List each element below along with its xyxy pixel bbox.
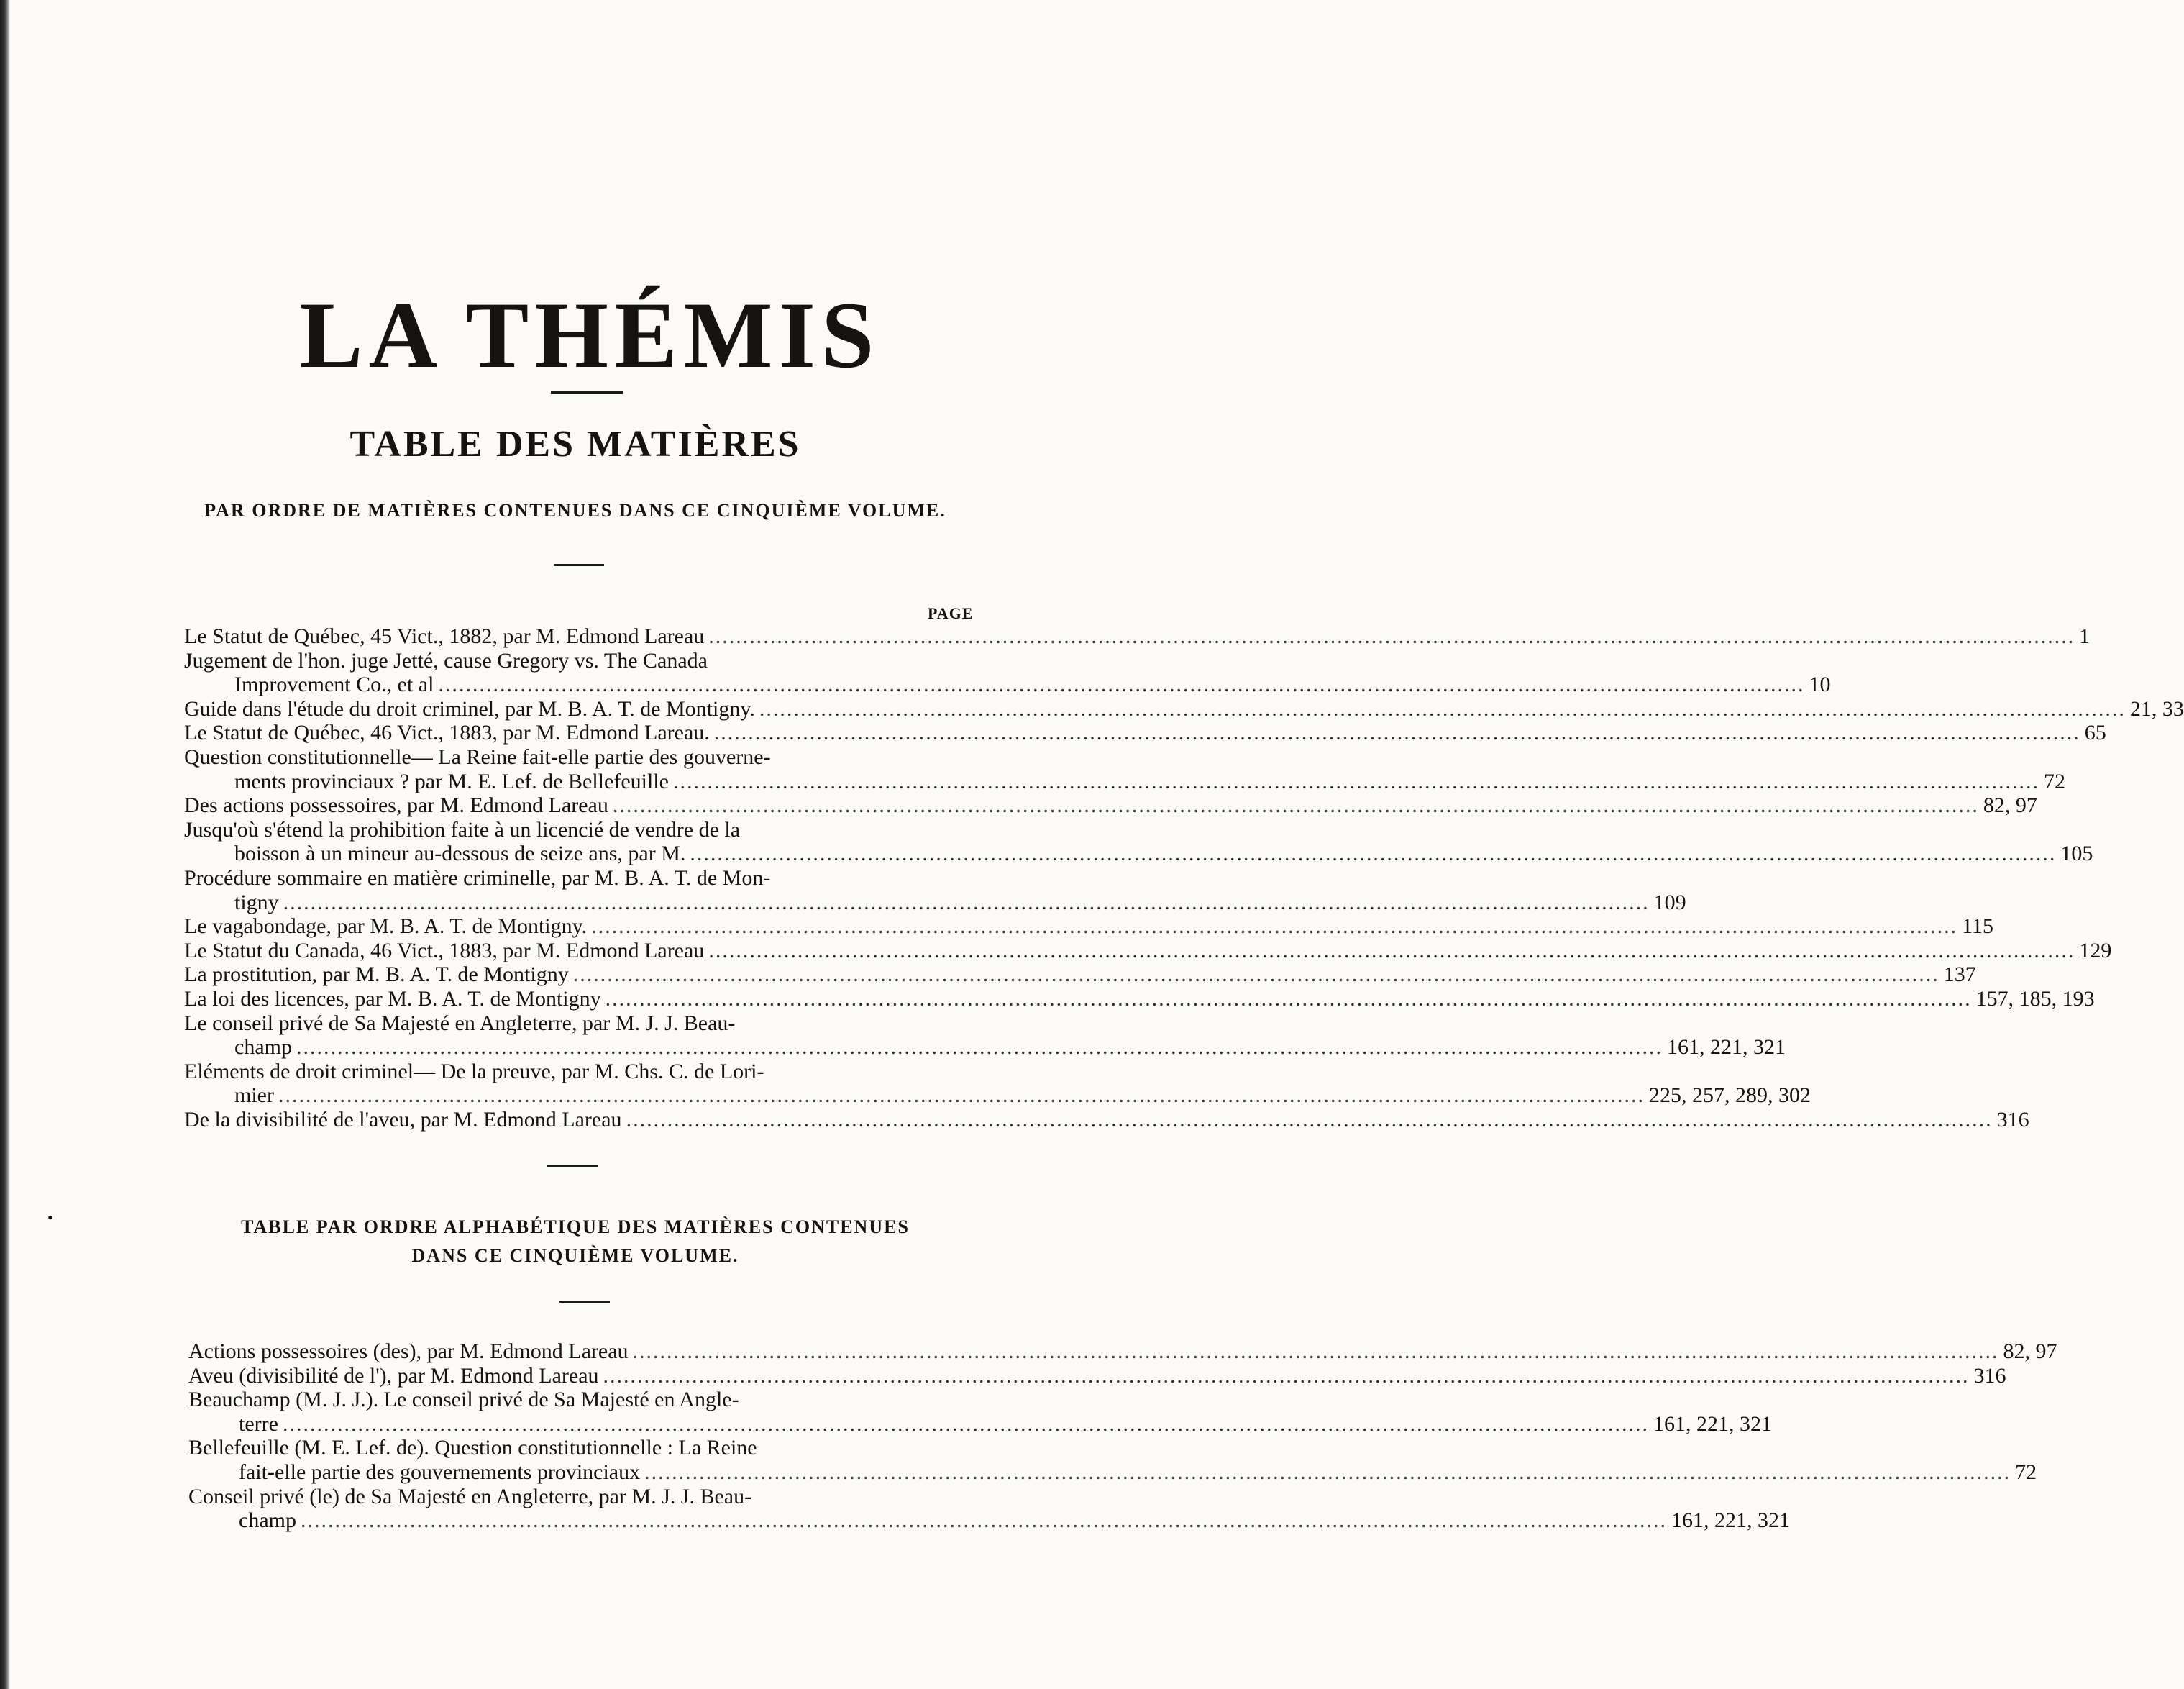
toc-entry-line (188, 1485, 994, 1509)
table-subheading: PAR ORDRE DE MATIÈRES CONTENUES DANS CE CINQUIÈME VOLUME. (204, 500, 946, 521)
toc-entry-text: ments provinciaux ? par M. E. Lef. de Bellefeuille (234, 769, 669, 793)
toc-entry (184, 817, 2093, 866)
dot-leader: ........................................................................................................................................................................................................ (278, 1083, 1645, 1108)
toc-entry (184, 624, 2091, 649)
toc-entry-text: Jusqu'où s'étend la prohibition faite à un licencié de vendre de la (184, 817, 741, 842)
toc-entry-text: Improvement Co., et al (234, 673, 434, 697)
toc-entry-line (184, 673, 1831, 697)
toc-entry-line (184, 696, 2184, 721)
toc-entry-pages: 137 (1943, 962, 1976, 987)
toc-entry-line (184, 769, 2065, 794)
toc-entry-text: Des actions possessoires, par M. Edmond Lareau (184, 793, 608, 818)
toc-entry (184, 865, 1686, 914)
toc-entry-line (184, 649, 990, 673)
toc-entry (184, 1011, 1786, 1060)
toc-entry-text: terre (239, 1411, 278, 1436)
toc-entry (184, 745, 2065, 793)
section-rule-2 (547, 1165, 598, 1167)
toc-entry-pages: 157, 185, 193 (1975, 986, 2095, 1011)
alpha-table-subheading-line2: DANS CE CINQUIÈME VOLUME. (411, 1245, 739, 1266)
toc-entry-pages: 10 (1809, 673, 1831, 697)
toc-entry-pages: 105 (2060, 842, 2093, 866)
toc-entry-line (188, 1460, 2037, 1485)
journal-title: LA THÉMIS (299, 282, 880, 388)
toc-entry-line (188, 1363, 2006, 1388)
toc-entry-text: Beauchamp (M. J. J.). Le conseil privé de Sa Majesté en Angle- (188, 1388, 739, 1412)
toc-entry (184, 938, 2112, 963)
toc-entry-text: Le conseil privé de Sa Majesté en Angleterre, par M. J. J. Beau- (184, 1011, 736, 1035)
toc-entry (184, 914, 1994, 939)
toc-entry-line (188, 1508, 1790, 1533)
toc-entry (184, 648, 1831, 697)
toc-entry-text: De la divisibilité de l'aveu, par M. Edmond Lareau (184, 1107, 622, 1132)
toc-entry (188, 1484, 1790, 1533)
dot-leader: ........................................................................................................................................................................................................ (438, 673, 1805, 697)
toc-entry-pages: 72 (2043, 769, 2065, 793)
dot-leader: ........................................................................................................................................................................................................ (713, 721, 2080, 745)
toc-entry-text: fait-elle partie des gouvernements provinciaux (239, 1460, 641, 1484)
toc-entry-pages: 72 (2015, 1460, 2037, 1484)
toc-entry-line (184, 745, 990, 770)
toc-entry-text: La loi des licences, par M. B. A. T. de Montigny (184, 986, 601, 1011)
toc-entry (184, 721, 2106, 745)
toc-entry-text: Actions possessoires (des), par M. Edmond Lareau (188, 1339, 629, 1363)
toc-entry-text: Bellefeuille (M. E. Lef. de). Question constitutionnelle : La Reine (188, 1436, 757, 1460)
toc-entry-text: Conseil privé (le) de Sa Majesté en Angleterre, par M. J. J. Beau- (188, 1484, 752, 1508)
dot-leader: ........................................................................................................................................................................................................ (708, 938, 2075, 962)
dot-leader: ........................................................................................................................................................................................................ (644, 1460, 2011, 1484)
toc-entry-pages: 21, 33 (2129, 696, 2184, 721)
dot-leader: ........................................................................................................................................................................................................ (672, 769, 2039, 793)
toc-entry-line (188, 1388, 994, 1412)
margin-bullet: • (47, 1208, 53, 1226)
toc-entry-line (184, 890, 1686, 915)
toc-entry-text: champ (234, 1035, 292, 1060)
dot-leader: ........................................................................................................................................................................................................ (283, 890, 1650, 914)
toc-entry-text: boisson à un mineur au-dessous de seize ans, par M. (234, 842, 686, 866)
toc-entry-text: Le Statut de Québec, 45 Vict., 1882, par M. Edmond Lareau (184, 624, 705, 648)
toc-entry (188, 1436, 2037, 1484)
title-rule (551, 391, 623, 394)
toc-alphabetical (188, 1339, 2057, 1533)
toc-entry-text: Procédure sommaire en matière criminelle, par M. B. A. T. de Mon- (184, 865, 771, 890)
dot-leader: ........................................................................................................................................................................................................ (632, 1339, 1999, 1363)
toc-entry-line (184, 914, 1994, 939)
dot-leader: ........................................................................................................................................................................................................ (690, 842, 2057, 866)
toc-entry (184, 793, 2037, 818)
toc-entry-line (188, 1411, 1772, 1437)
toc-entry-pages: 129 (2079, 938, 2112, 962)
toc-entry-line (184, 624, 2091, 649)
dot-leader: ........................................................................................................................................................................................................ (603, 1363, 1970, 1388)
section-rule-3 (559, 1301, 610, 1303)
toc-entry-text: La prostitution, par M. B. A. T. de Montigny (184, 962, 569, 987)
toc-entry-line (184, 1011, 990, 1036)
toc-entry-line (184, 986, 2095, 1011)
toc-entry-text: Le vagabondage, par M. B. A. T. de Montigny. (184, 914, 588, 939)
toc-entry-line (184, 938, 2112, 963)
dot-leader: ........................................................................................................................................................................................................ (282, 1411, 1649, 1436)
toc-entry-text: Guide dans l'étude du droit criminel, par M. B. A. T. de Montigny. (184, 696, 755, 721)
toc-entry (184, 696, 2184, 721)
toc-by-subject (184, 624, 2184, 1132)
dot-leader: ........................................................................................................................................................................................................ (591, 914, 1958, 939)
toc-entry-pages: 225, 257, 289, 302 (1648, 1083, 1811, 1108)
toc-entry-line (184, 962, 1976, 987)
toc-entry-line (184, 1107, 2029, 1132)
toc-entry-line (184, 1060, 990, 1084)
toc-entry-line (184, 793, 2037, 818)
toc-entry-text: Question constitutionnelle— La Reine fait-elle partie des gouverne- (184, 745, 771, 769)
dot-leader: ........................................................................................................................................................................................................ (572, 962, 1939, 987)
toc-entry-line (184, 1035, 1786, 1060)
toc-entry-line (184, 866, 990, 891)
toc-entry-pages: 316 (1973, 1363, 2006, 1388)
section-rule (554, 564, 604, 566)
toc-entry-pages: 316 (1996, 1107, 2029, 1132)
toc-entry-line (184, 1083, 1811, 1108)
toc-entry-pages: 1 (2079, 624, 2091, 648)
toc-entry-line (188, 1436, 994, 1460)
toc-entry (184, 962, 1976, 987)
toc-entry-line (188, 1339, 2057, 1364)
toc-entry-text: Aveu (divisibilité de l'), par M. Edmond Lareau (188, 1363, 599, 1388)
toc-entry-pages: 115 (1962, 914, 1994, 939)
dot-leader: ........................................................................................................................................................................................................ (612, 793, 1979, 818)
toc-entry-text: mier (234, 1083, 274, 1108)
toc-entry-text: Le Statut de Québec, 46 Vict., 1883, par M. Edmond Lareau. (184, 721, 710, 745)
dot-leader: ........................................................................................................................................................................................................ (296, 1035, 1663, 1060)
dot-leader: ........................................................................................................................................................................................................ (759, 696, 2126, 721)
dot-leader: ........................................................................................................................................................................................................ (708, 624, 2075, 648)
toc-entry (184, 986, 2095, 1011)
toc-entry-line (184, 842, 2093, 866)
table-heading: TABLE DES MATIÈRES (349, 424, 801, 465)
toc-entry (184, 1107, 2029, 1132)
dot-leader: ........................................................................................................................................................................................................ (626, 1107, 1993, 1132)
toc-entry-text: Eléments de droit criminel— De la preuve, par M. Chs. C. de Lori- (184, 1059, 764, 1083)
dot-leader: ........................................................................................................................................................................................................ (300, 1508, 1667, 1533)
toc-entry-text: Jugement de l'hon. juge Jetté, cause Gregory vs. The Canada (184, 648, 708, 673)
toc-entry-text: champ (239, 1508, 296, 1533)
toc-entry (188, 1388, 1772, 1436)
toc-entry-line (184, 818, 990, 842)
toc-entry-pages: 109 (1653, 890, 1686, 914)
toc-entry (184, 1059, 1811, 1108)
toc-entry-pages: 65 (2084, 721, 2106, 745)
page-column-label: PAGE (928, 604, 974, 622)
toc-entry-pages: 82, 97 (1983, 793, 2037, 818)
page-binding-edge (0, 0, 10, 1689)
toc-entry-pages: 161, 221, 321 (1666, 1035, 1786, 1060)
toc-entry-pages: 161, 221, 321 (1653, 1411, 1772, 1436)
toc-entry-text: tigny (234, 890, 279, 914)
dot-leader: ........................................................................................................................................................................................................ (605, 986, 1972, 1011)
toc-entry-pages: 161, 221, 321 (1671, 1508, 1790, 1533)
toc-entry (188, 1339, 2057, 1364)
toc-entry-text: Le Statut du Canada, 46 Vict., 1883, par M. Edmond Lareau (184, 938, 705, 962)
toc-entry (188, 1363, 2006, 1388)
alpha-table-subheading-line1: TABLE PAR ORDRE ALPHABÉTIQUE DES MATIÈRES CONTENUES (241, 1216, 910, 1237)
toc-entry-pages: 82, 97 (2003, 1339, 2057, 1363)
toc-entry-line (184, 721, 2106, 745)
